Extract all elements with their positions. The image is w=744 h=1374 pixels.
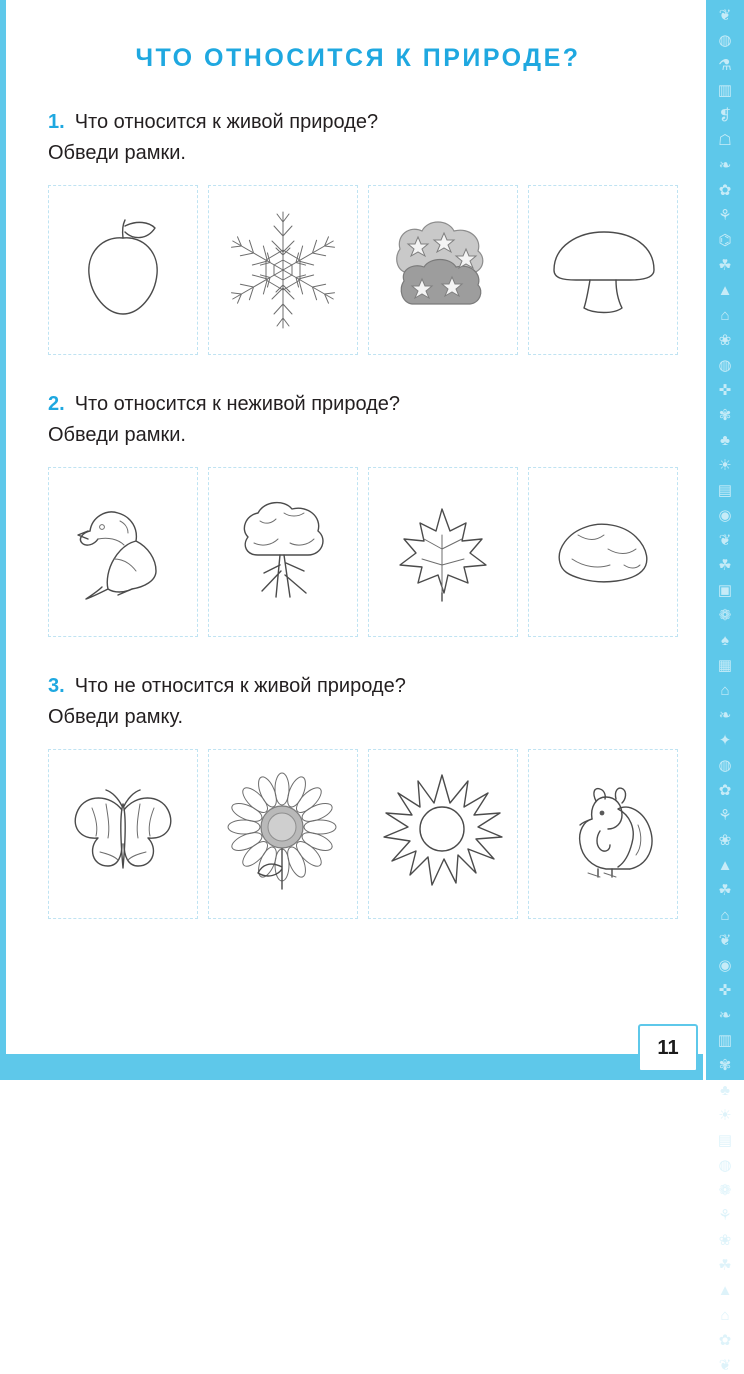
- fish-icon: ❧: [718, 157, 732, 174]
- bird-icon: ☘: [718, 257, 732, 274]
- mountain-icon: ▲: [717, 282, 733, 299]
- bottom-accent-rule: [0, 1054, 744, 1080]
- leaf-icon: ❦: [718, 532, 732, 549]
- plant-icon: ❦: [718, 1357, 732, 1374]
- person-icon: ☘: [718, 882, 732, 899]
- mountain-icon: ▥: [717, 1032, 733, 1049]
- leaf-icon: ❦: [718, 932, 732, 949]
- mushroom-image: [538, 210, 668, 330]
- task-1-cell-apple[interactable]: [48, 185, 198, 355]
- side-band-glyph-list: [706, 8, 744, 1374]
- house-icon: ⌂: [720, 307, 730, 324]
- task-1-line2: Обведи рамки.: [48, 142, 186, 164]
- task-1-cell-mushroom[interactable]: [528, 185, 678, 355]
- sun-icon: ☀: [718, 457, 732, 474]
- globe-icon: ✿: [718, 782, 732, 799]
- compass-icon: ✜: [718, 382, 732, 399]
- task-2: [48, 389, 698, 637]
- sprout-icon: ❀: [718, 332, 732, 349]
- task-3-cell-butterfly[interactable]: [48, 749, 198, 919]
- bird-image: [58, 487, 188, 617]
- tree-icon: ❁: [718, 1182, 732, 1199]
- task-1: [48, 107, 698, 355]
- frame-icon: ▦: [717, 657, 733, 674]
- task-3-cell-sunflower[interactable]: [208, 749, 358, 919]
- globe-icon: ◍: [718, 357, 732, 374]
- building-icon: ▥: [717, 82, 733, 99]
- left-accent-rule: [0, 0, 6, 1080]
- task-1-cell-clouds-stars[interactable]: [368, 185, 518, 355]
- flower-icon: ◍: [718, 1157, 732, 1174]
- task-2-cell-tree[interactable]: [208, 467, 358, 637]
- page-number: 11: [638, 1024, 698, 1072]
- task-3-line2: Обведи рамку.: [48, 706, 184, 728]
- tree-icon: ♣: [720, 432, 730, 449]
- task-2-number: 2.: [48, 393, 65, 415]
- bag-icon: ✿: [718, 1332, 732, 1349]
- person-icon: ☖: [718, 132, 732, 149]
- page-title: ЧТО ОТНОСИТСЯ К ПРИРОДЕ?: [135, 44, 581, 72]
- flask-icon: ⚘: [718, 807, 732, 824]
- tree-image: [218, 487, 348, 617]
- task-1-cell-snowflake[interactable]: [208, 185, 358, 355]
- leaf-icon: ◍: [718, 757, 732, 774]
- book-icon: ▤: [717, 482, 733, 499]
- snowflake-image: [218, 205, 348, 335]
- flask-icon: ⚗: [718, 57, 732, 74]
- task-2-text: [48, 389, 698, 451]
- globe-icon: ◍: [718, 32, 732, 49]
- task-3-number: 3.: [48, 675, 65, 697]
- stone-image: [538, 497, 668, 607]
- side-icon-band: [706, 0, 744, 1374]
- side-band-separator: [703, 0, 706, 1080]
- fish-icon: ⌂: [720, 907, 730, 924]
- animal-icon: ⌂: [720, 1307, 730, 1324]
- plant-icon: ❁: [718, 607, 732, 624]
- worksheet-content: [48, 0, 698, 919]
- task-3-answer-row: [48, 749, 698, 919]
- bag-icon: ▣: [717, 582, 733, 599]
- task-2-cell-bird[interactable]: [48, 467, 198, 637]
- task-3-line1: Что не относится к живой природе?: [74, 675, 406, 697]
- task-2-answer-row: [48, 467, 698, 637]
- globe-icon: ☘: [718, 1257, 732, 1274]
- butterfly-image: [58, 774, 188, 894]
- tree-icon: ◉: [718, 957, 732, 974]
- tree-icon: ♠: [721, 632, 729, 649]
- leaf-image: [378, 487, 508, 617]
- animal-icon: ☘: [718, 557, 732, 574]
- squirrel-image: [538, 769, 668, 899]
- task-3-cell-squirrel[interactable]: [528, 749, 678, 919]
- task-2-line2: Обведи рамки.: [48, 424, 186, 446]
- footprints-icon: ▲: [717, 857, 733, 874]
- apple-image: [63, 210, 183, 330]
- microscope-icon: ✜: [718, 982, 732, 999]
- task-2-line1: Что относится к неживой природе?: [74, 393, 401, 415]
- task-1-number: 1.: [48, 111, 65, 133]
- compass-icon: ▤: [717, 1132, 733, 1149]
- bird-icon: ❧: [718, 1007, 732, 1024]
- tree-icon: ⚘: [718, 207, 732, 224]
- footprints-icon: ❡: [718, 107, 732, 124]
- leaf-icon: ✿: [718, 182, 732, 199]
- building-icon: ❀: [718, 832, 732, 849]
- leaf-icon: ❧: [718, 707, 732, 724]
- star-icon: ✦: [718, 732, 732, 749]
- task-1-answer-row: [48, 185, 698, 355]
- globe-icon: ☀: [718, 1107, 732, 1124]
- sunflower-image: [218, 769, 348, 899]
- flower-icon: ✾: [718, 407, 732, 424]
- microscope-icon: ⌬: [718, 232, 732, 249]
- task-1-text: [48, 107, 698, 169]
- task-3: [48, 671, 698, 919]
- clouds-stars-image: [378, 205, 508, 335]
- house-icon: ⌂: [720, 682, 730, 699]
- task-2-cell-stone[interactable]: [528, 467, 678, 637]
- sun-image: [378, 769, 508, 899]
- task-3-text: [48, 671, 698, 733]
- leaf-icon: ❦: [718, 7, 732, 24]
- sun-icon: ⚘: [718, 1207, 732, 1224]
- task-1-line1: Что относится к живой природе?: [74, 111, 379, 133]
- book-icon: ❀: [718, 1232, 732, 1249]
- leaf-icon: ▲: [717, 1282, 733, 1299]
- globe-icon: ◉: [718, 507, 732, 524]
- sprout-icon: ♣: [720, 1082, 730, 1099]
- task-2-cell-leaf[interactable]: [368, 467, 518, 637]
- task-3-cell-sun[interactable]: [368, 749, 518, 919]
- house-icon: ✾: [718, 1057, 732, 1074]
